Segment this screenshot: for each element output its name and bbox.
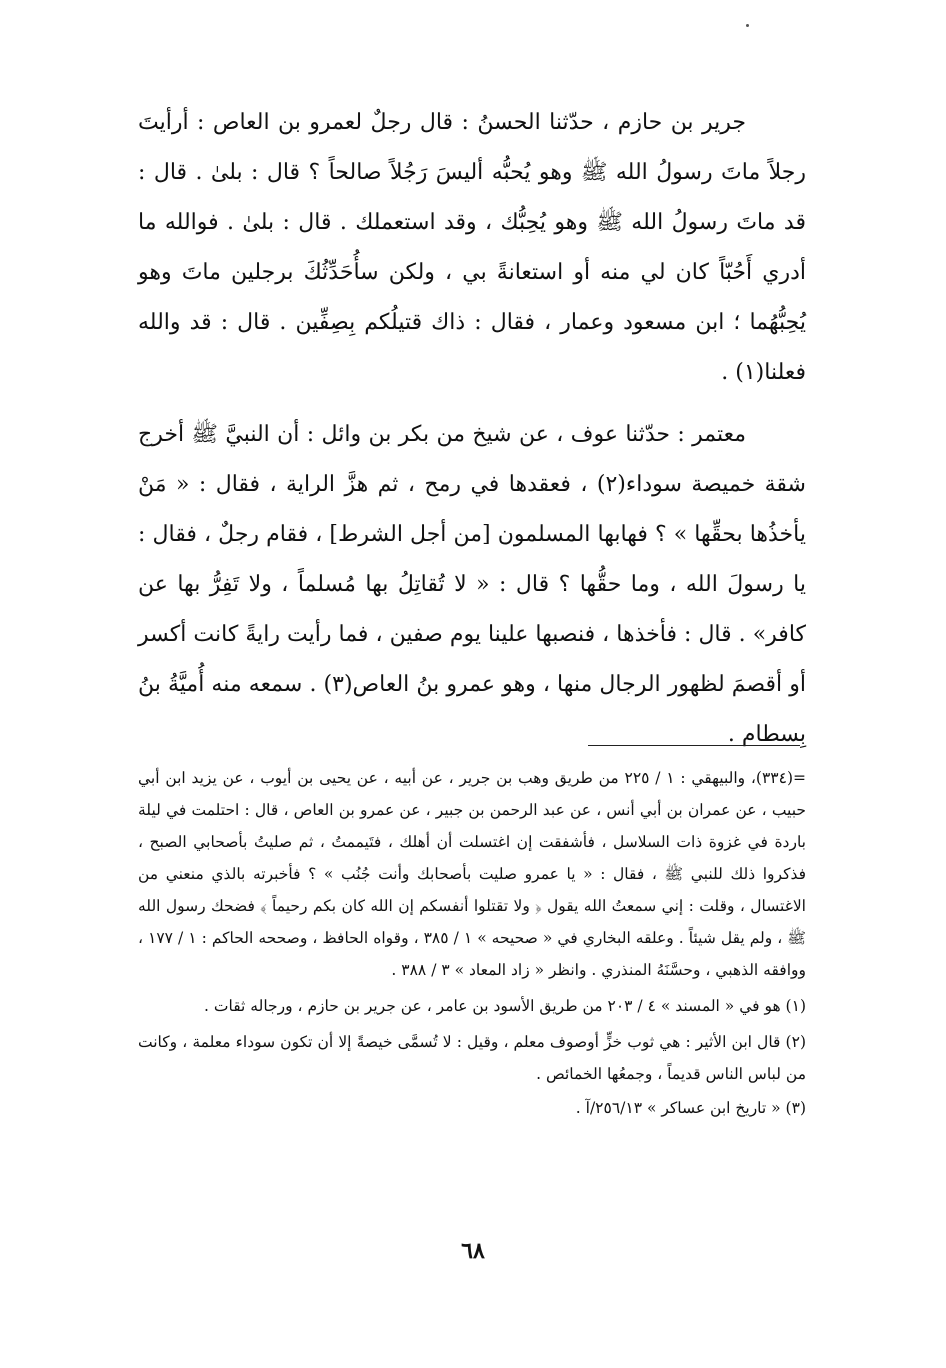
footnotes	[138, 762, 806, 1122]
main-text	[138, 98, 806, 772]
page-number: ٦٨	[461, 1238, 485, 1264]
footnote-continuation: =(٣٣٤)، والبيهقي : ١ / ٢٢٥ من طريق وهب بن جرير ، عن أبيه ، عن يحيى بن أيوب ، عن يزيد ابن أبي حبيب ، عن عمران بن أبي أنس ، عن عبد الرحمن بن جبير ، عن عمرو بن العاص ، قال : احتلمت في ليلة باردة في غزوة ذات السلاسل ، فأشفقت إن اغتسلت أن أهلك ، فتَيممتُ ، ثم صليتُ بأصحابي الصبح ، فذكروا ذلك للنبي ﷺ ، فقال : « يا عمرو صليت بأصحابك وأنت جُنُب » ؟ فأخبرته بالذي منعني من الاغتسال ، وقلت : إني سمعتُ الله يقول ﴿ ولا تقتلوا أنفسكم إن الله كان بكم رحيماً ﴾ فضحك رسول الله ﷺ ، ولم يقل شيئاً . وعلقه البخاري في « صحيحه » ١ / ٣٨٥ ، وقواه الحافظ ، وصححه الحاكم : ١ / ١٧٧ ، ووافقه الذهبي ، وحسَّنَهُ المنذري . وانظر « زاد المعاد » ٣ / ٣٨٨ .	[138, 769, 807, 979]
paragraph: معتمر : حدّثنا عوف ، عن شيخ من بكر بن وائل : أن النبيَّ ﷺ أخرج شقة خميصة سوداء(٢) ، فعقدها في رمح ، ثم هزَّ الراية ، فقال : « مَنْ يأخذُها بحقِّها » ؟ فهابها المسلمون [من أجل الشرط] ، فقام رجلٌ ، فقال : يا رسولَ الله ، وما حقُّها ؟ قال : « لا تُقاتِلُ بها مُسلماً ، ولا تَفِرُّ بها عن كافر» . قال : فأخذها ، فنصبها علينا يوم صفين ، فما رأيت رايةً كانت أكسر أو أقصمَ لظهور الرجال منها ، وهو عمرو بنُ العاص(٣) . سمعه منه أُميَّةُ بنُ بِسطام .	[138, 422, 806, 747]
paragraph: جرير بن حازم ، حدّثنا الحسنُ : قال رجلٌ لعمرو بن العاص : أرأيتَ رجلاً ماتَ رسولُ الله ﷺ وهو يُحبُّه أليسَ رَجُلاً صالحاً ؟ قال : بلىٰ . قال : قد ماتَ رسولُ الله ﷺ وهو يُحِبُّك ، وقد استعملك . قال : بلىٰ . فوالله ما أدري أَحُبّاً كان لي منه أو استعانةً بي ، ولكن سأُحَدِّثُكَ برجلين ماتَ وهو يُحِبُّهُما ؛ ابن مسعود وعمار ، فقال : ذاك قتيلُكم بِصِفِّين . قال : قد والله فعلنا(١) .	[138, 110, 807, 385]
footnote: (٢) قال ابن الأثير : هي ثوب خزٍّ أوصوف معلم ، وقيل : لا تُسمَّى خيصةً إلا أن تكون سوداء معلمة ، وكانت من لباس الناس قديماً ، وجمعُها الخمائص .	[138, 1033, 806, 1083]
footnote: (٣) « تاريخ ابن عساكر » ٢٥٦/١٣/آ .	[575, 1099, 806, 1117]
scan-speck	[746, 24, 749, 27]
footnote: (١) هو في « المسند » ٤ / ٢٠٣ من طريق الأسود بن عامر ، عن جرير بن حازم ، ورجاله ثقات .	[204, 997, 806, 1015]
footnote-separator	[588, 745, 800, 746]
